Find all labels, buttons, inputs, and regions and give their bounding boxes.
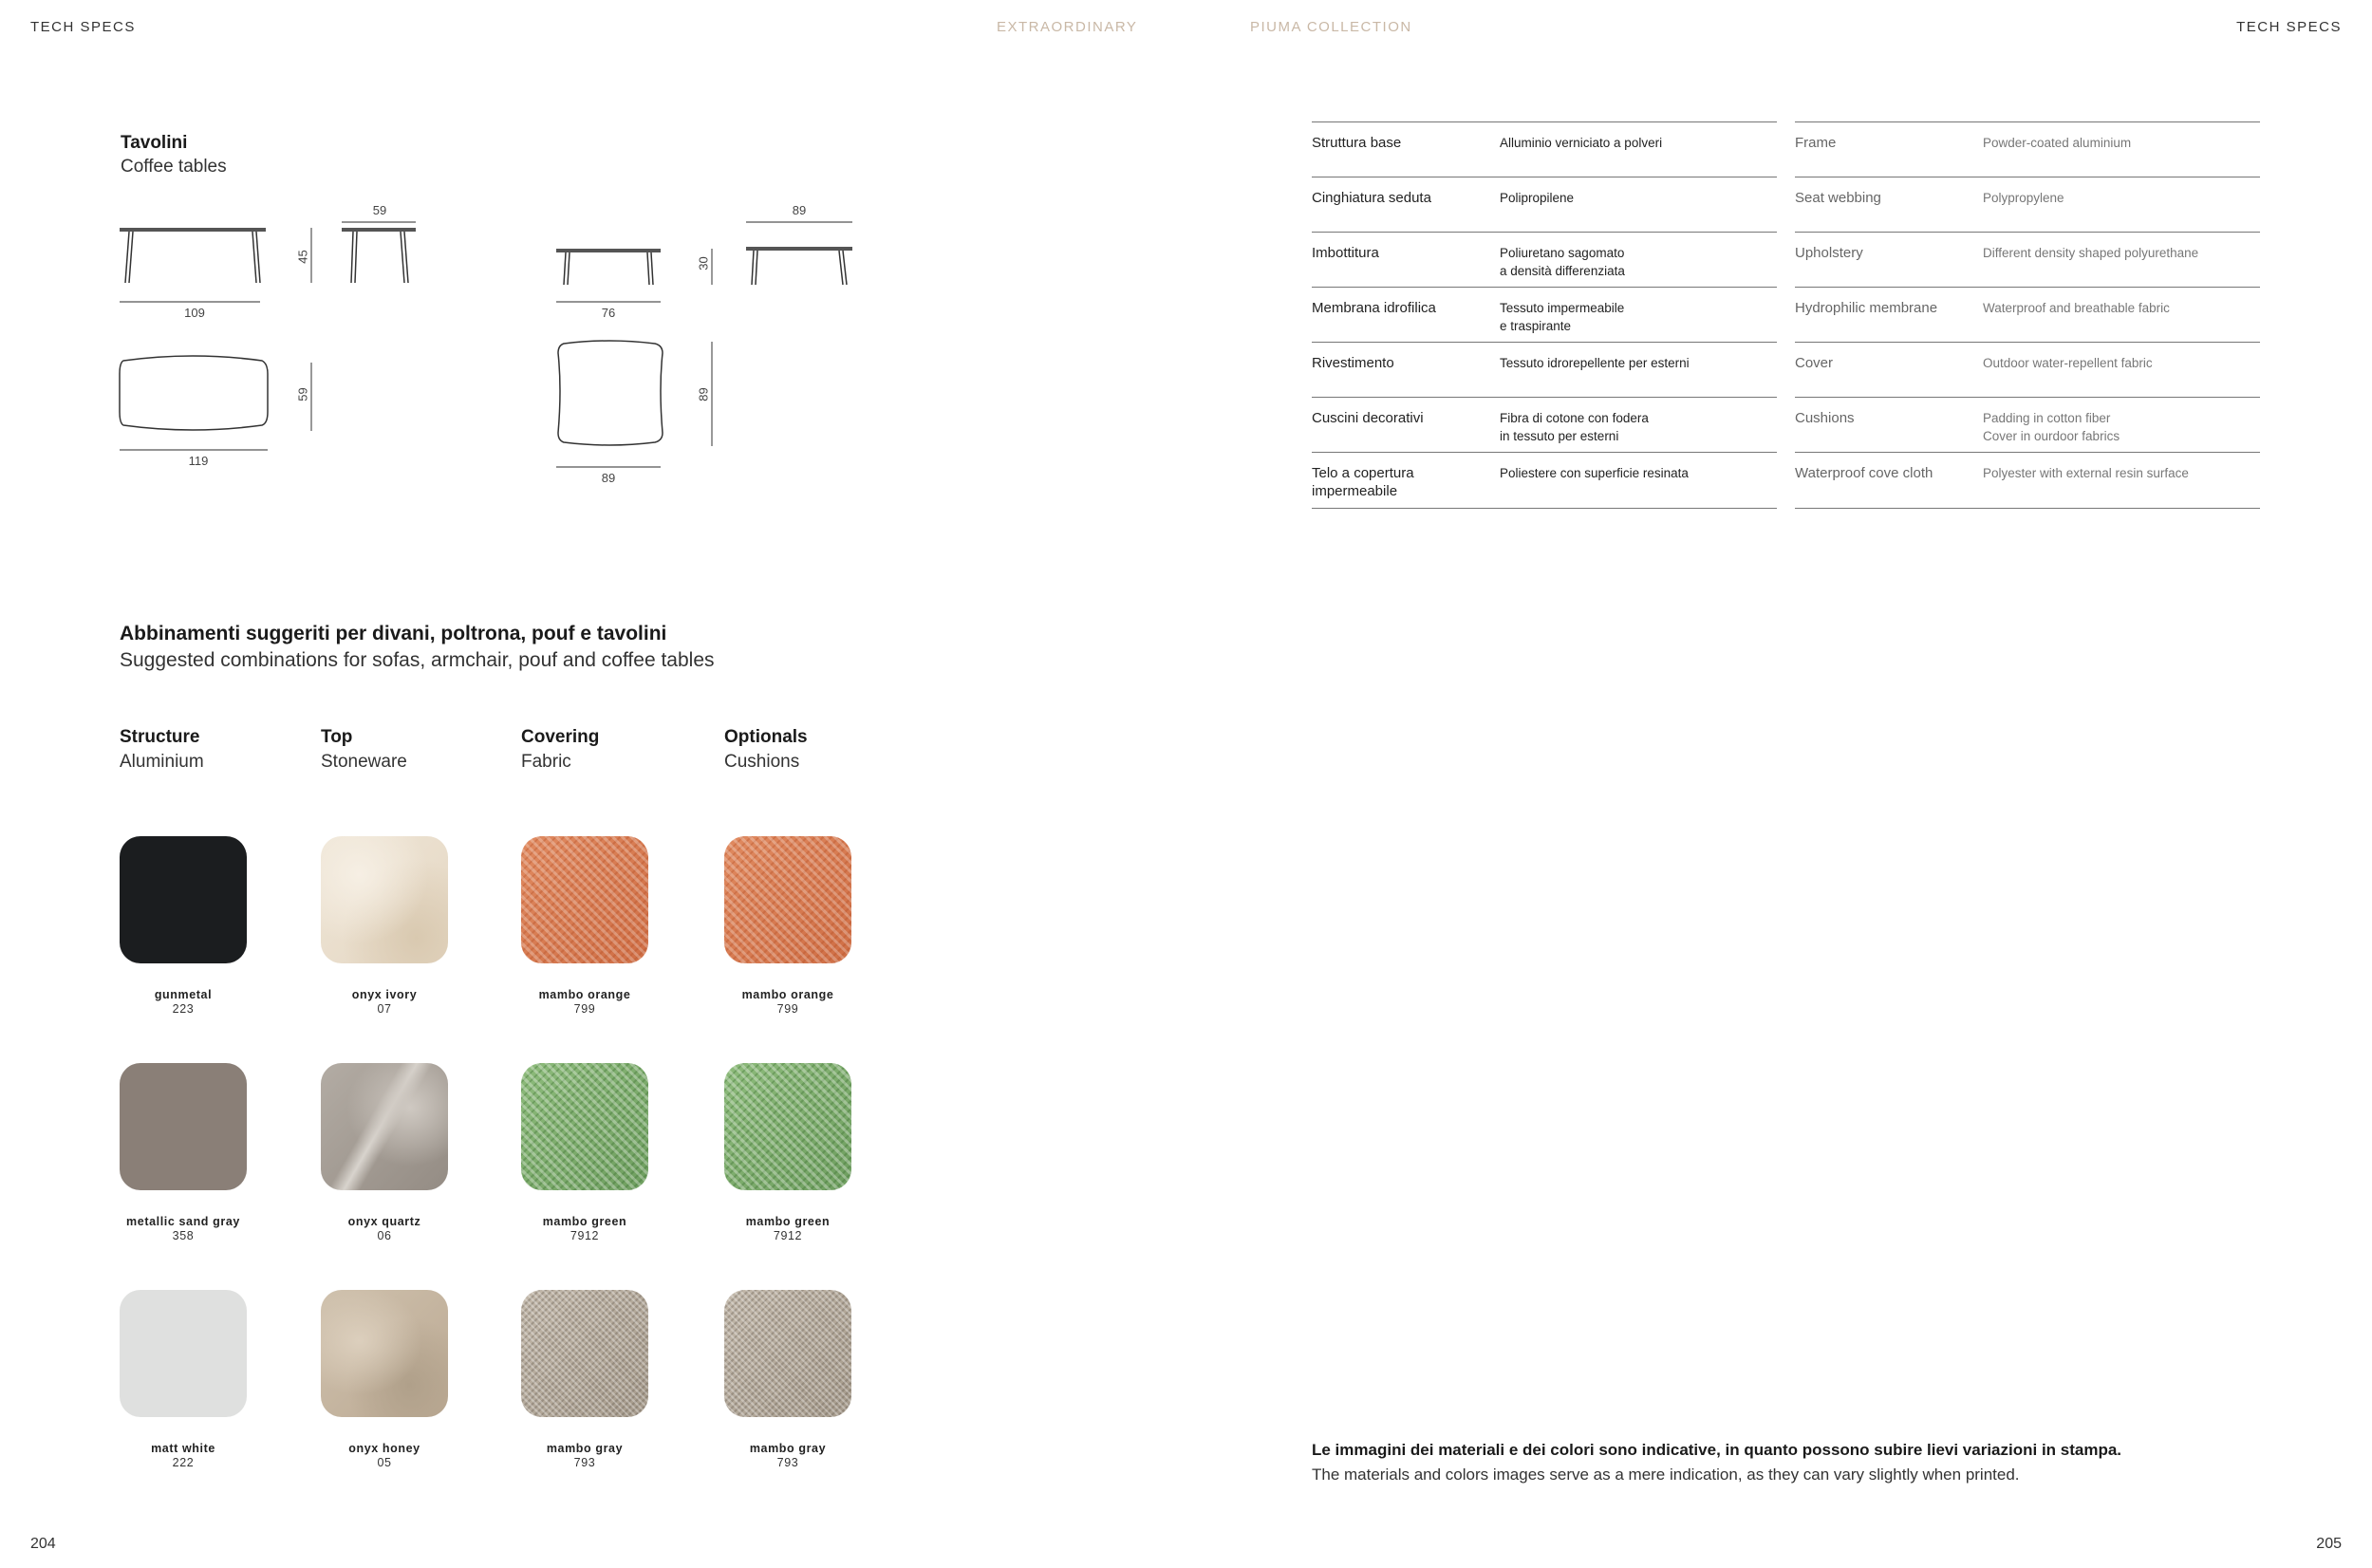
swatch-code: 05 xyxy=(377,1456,392,1469)
combinations-subtitle: Suggested combinations for sofas, armchair, pouf and coffee tables xyxy=(120,649,715,671)
spec-label: Struttura base xyxy=(1312,135,1402,151)
spec-value: Tessuto idrorepellente per esterni xyxy=(1500,356,1690,370)
column-title: Covering xyxy=(521,727,600,747)
spec-label: Hydrophilic membrane xyxy=(1795,300,1938,316)
spec-label: Cinghiatura seduta xyxy=(1312,190,1431,206)
swatch-mambo-orange xyxy=(521,836,648,963)
spec-value: Fibra di cotone con fodera in tessuto per esterni xyxy=(1500,411,1649,443)
table-a-top-view xyxy=(120,356,268,430)
coffee-tables-heading xyxy=(121,133,227,177)
spec-value: Tessuto impermeabile e traspirante xyxy=(1500,301,1625,333)
spec-row xyxy=(1312,287,1777,342)
swatch-name: mambo gray xyxy=(546,1442,624,1455)
swatch-code: 358 xyxy=(172,1229,195,1242)
spec-row xyxy=(1795,177,2260,232)
spec-label: Seat webbing xyxy=(1795,190,1881,206)
column-title: Top xyxy=(321,727,353,747)
swatch-code: 799 xyxy=(573,1002,596,1016)
disclaimer-italian: Le immagini dei materiali e dei colori sono indicative, in quanto possono subire lievi variazioni in stampa. xyxy=(1312,1441,2122,1459)
table-b-top-length-label: 89 xyxy=(601,471,616,485)
spec-row xyxy=(1795,397,2260,452)
swatch-metallic-sand-gray xyxy=(120,1063,247,1190)
swatch-name: onyx ivory xyxy=(351,988,418,1001)
table-b-top-view xyxy=(558,341,663,445)
coffee-tables-title: Tavolini xyxy=(121,133,188,153)
swatch-code: 7912 xyxy=(773,1229,803,1242)
spec-value: Padding in cotton fiber Cover in ourdoor fabrics xyxy=(1983,411,2120,443)
spec-table-italian xyxy=(1312,121,1777,509)
column-title: Optionals xyxy=(724,727,808,747)
spec-value: Alluminio verniciato a polveri xyxy=(1500,136,1663,150)
table-b-side-view xyxy=(746,222,852,285)
swatch-name: mambo green xyxy=(745,1215,831,1228)
swatch-name: mambo green xyxy=(542,1215,627,1228)
swatch-name: onyx quartz xyxy=(347,1215,421,1228)
table-b-depth-label: 89 xyxy=(792,203,807,217)
swatch-name: matt white xyxy=(151,1442,215,1455)
spec-row xyxy=(1312,397,1777,452)
spec-value: Polipropilene xyxy=(1500,191,1575,205)
swatch-code: 7912 xyxy=(570,1229,600,1242)
spec-label: Waterproof cove cloth xyxy=(1795,465,1933,481)
swatch-code: 793 xyxy=(776,1456,799,1469)
spec-row xyxy=(1312,177,1777,232)
swatch-mambo-gray xyxy=(521,1290,648,1417)
spec-row xyxy=(1795,121,2260,177)
swatch-mambo-green xyxy=(521,1063,648,1190)
spec-label: Frame xyxy=(1795,135,1837,151)
spec-value: Different density shaped polyurethane xyxy=(1983,246,2199,260)
spec-table-english xyxy=(1795,121,2260,509)
column-subtitle: Stoneware xyxy=(321,752,407,772)
swatch-mambo-orange xyxy=(724,836,851,963)
table-b-front-view xyxy=(556,249,661,285)
column-top xyxy=(321,727,407,773)
spec-label: Telo a copertura impermeabile xyxy=(1312,465,1414,499)
table-a-drawings xyxy=(114,218,437,475)
swatch-mambo-gray xyxy=(724,1290,851,1417)
spec-value: Waterproof and breathable fabric xyxy=(1983,301,2170,315)
swatch-name: mambo orange xyxy=(741,988,834,1001)
column-subtitle: Cushions xyxy=(724,752,800,772)
page-number-left: 204 xyxy=(30,1536,56,1552)
header-brand: EXTRAORDINARY xyxy=(997,19,1138,35)
swatch-onyx-quartz xyxy=(321,1063,448,1190)
header-left: TECH SPECS xyxy=(30,19,136,35)
combinations-title: Abbinamenti suggeriti per divani, poltrona, pouf e tavolini xyxy=(120,623,667,644)
spec-label: Cover xyxy=(1795,355,1834,371)
swatch-code: 223 xyxy=(172,1002,195,1016)
swatch-onyx-ivory xyxy=(321,836,448,963)
swatch-name: mambo orange xyxy=(538,988,631,1001)
spec-value: Outdoor water-repellent fabric xyxy=(1983,356,2153,370)
spec-row xyxy=(1795,232,2260,287)
spec-value: Poliestere con superficie resinata xyxy=(1500,466,1689,480)
spec-row xyxy=(1312,452,1777,509)
swatch-mambo-green xyxy=(724,1063,851,1190)
header-right: TECH SPECS xyxy=(2236,19,2342,35)
spec-value: Polyester with external resin surface xyxy=(1983,466,2189,480)
table-a-top-depth-label: 59 xyxy=(295,387,310,401)
spec-row xyxy=(1795,287,2260,342)
swatch-code: 06 xyxy=(377,1229,392,1242)
swatch-name: mambo gray xyxy=(749,1442,827,1455)
table-b-drawings xyxy=(551,218,873,484)
spec-label: Cuscini decorativi xyxy=(1312,410,1424,426)
table-a-length-label: 109 xyxy=(184,306,205,320)
table-a-front-view xyxy=(120,228,266,283)
disclaimer-english: The materials and colors images serve as a mere indication, as they can vary slightly when printed. xyxy=(1312,1465,2020,1484)
swatch-code: 222 xyxy=(172,1456,195,1469)
table-b-height-label: 30 xyxy=(696,256,711,271)
column-title: Structure xyxy=(120,727,200,747)
spec-value: Polypropylene xyxy=(1983,191,2064,205)
column-subtitle: Fabric xyxy=(521,752,571,772)
coffee-tables-subtitle: Coffee tables xyxy=(121,157,227,177)
spec-value: Powder-coated aluminium xyxy=(1983,136,2132,150)
spec-row xyxy=(1312,121,1777,177)
column-optionals xyxy=(724,727,808,773)
column-covering xyxy=(521,727,599,773)
swatch-name: metallic sand gray xyxy=(126,1215,240,1228)
table-a-side-view xyxy=(342,222,416,283)
header-collection: PIUMA COLLECTION xyxy=(1250,19,1412,35)
spec-label: Cushions xyxy=(1795,410,1855,426)
spec-label: Rivestimento xyxy=(1312,355,1394,371)
spec-row xyxy=(1312,232,1777,287)
column-structure xyxy=(120,727,204,773)
swatch-code: 793 xyxy=(573,1456,596,1469)
print-disclaimer xyxy=(1312,1441,2121,1484)
table-a-depth-label: 59 xyxy=(372,203,387,217)
spec-label: Membrana idrofilica xyxy=(1312,300,1436,316)
table-a-height-label: 45 xyxy=(295,250,310,264)
spec-row xyxy=(1312,342,1777,397)
spec-value: Poliuretano sagomato a densità differenziata xyxy=(1500,246,1625,278)
swatch-name: onyx honey xyxy=(348,1442,420,1455)
table-b-top-depth-label: 89 xyxy=(696,387,711,401)
table-b-length-label: 76 xyxy=(601,306,616,320)
table-a-top-length-label: 119 xyxy=(188,454,209,468)
swatch-code: 07 xyxy=(377,1002,392,1016)
swatch-code: 799 xyxy=(776,1002,799,1016)
swatch-onyx-honey xyxy=(321,1290,448,1417)
page-number-right: 205 xyxy=(2316,1536,2342,1552)
swatch-name: gunmetal xyxy=(154,988,213,1001)
combinations-heading xyxy=(120,623,715,672)
column-subtitle: Aluminium xyxy=(120,752,204,772)
spec-row xyxy=(1795,452,2260,509)
swatch-gunmetal xyxy=(120,836,247,963)
swatch-matt-white xyxy=(120,1290,247,1417)
spec-label: Imbottitura xyxy=(1312,245,1379,261)
spec-row xyxy=(1795,342,2260,397)
spec-label: Upholstery xyxy=(1795,245,1863,261)
